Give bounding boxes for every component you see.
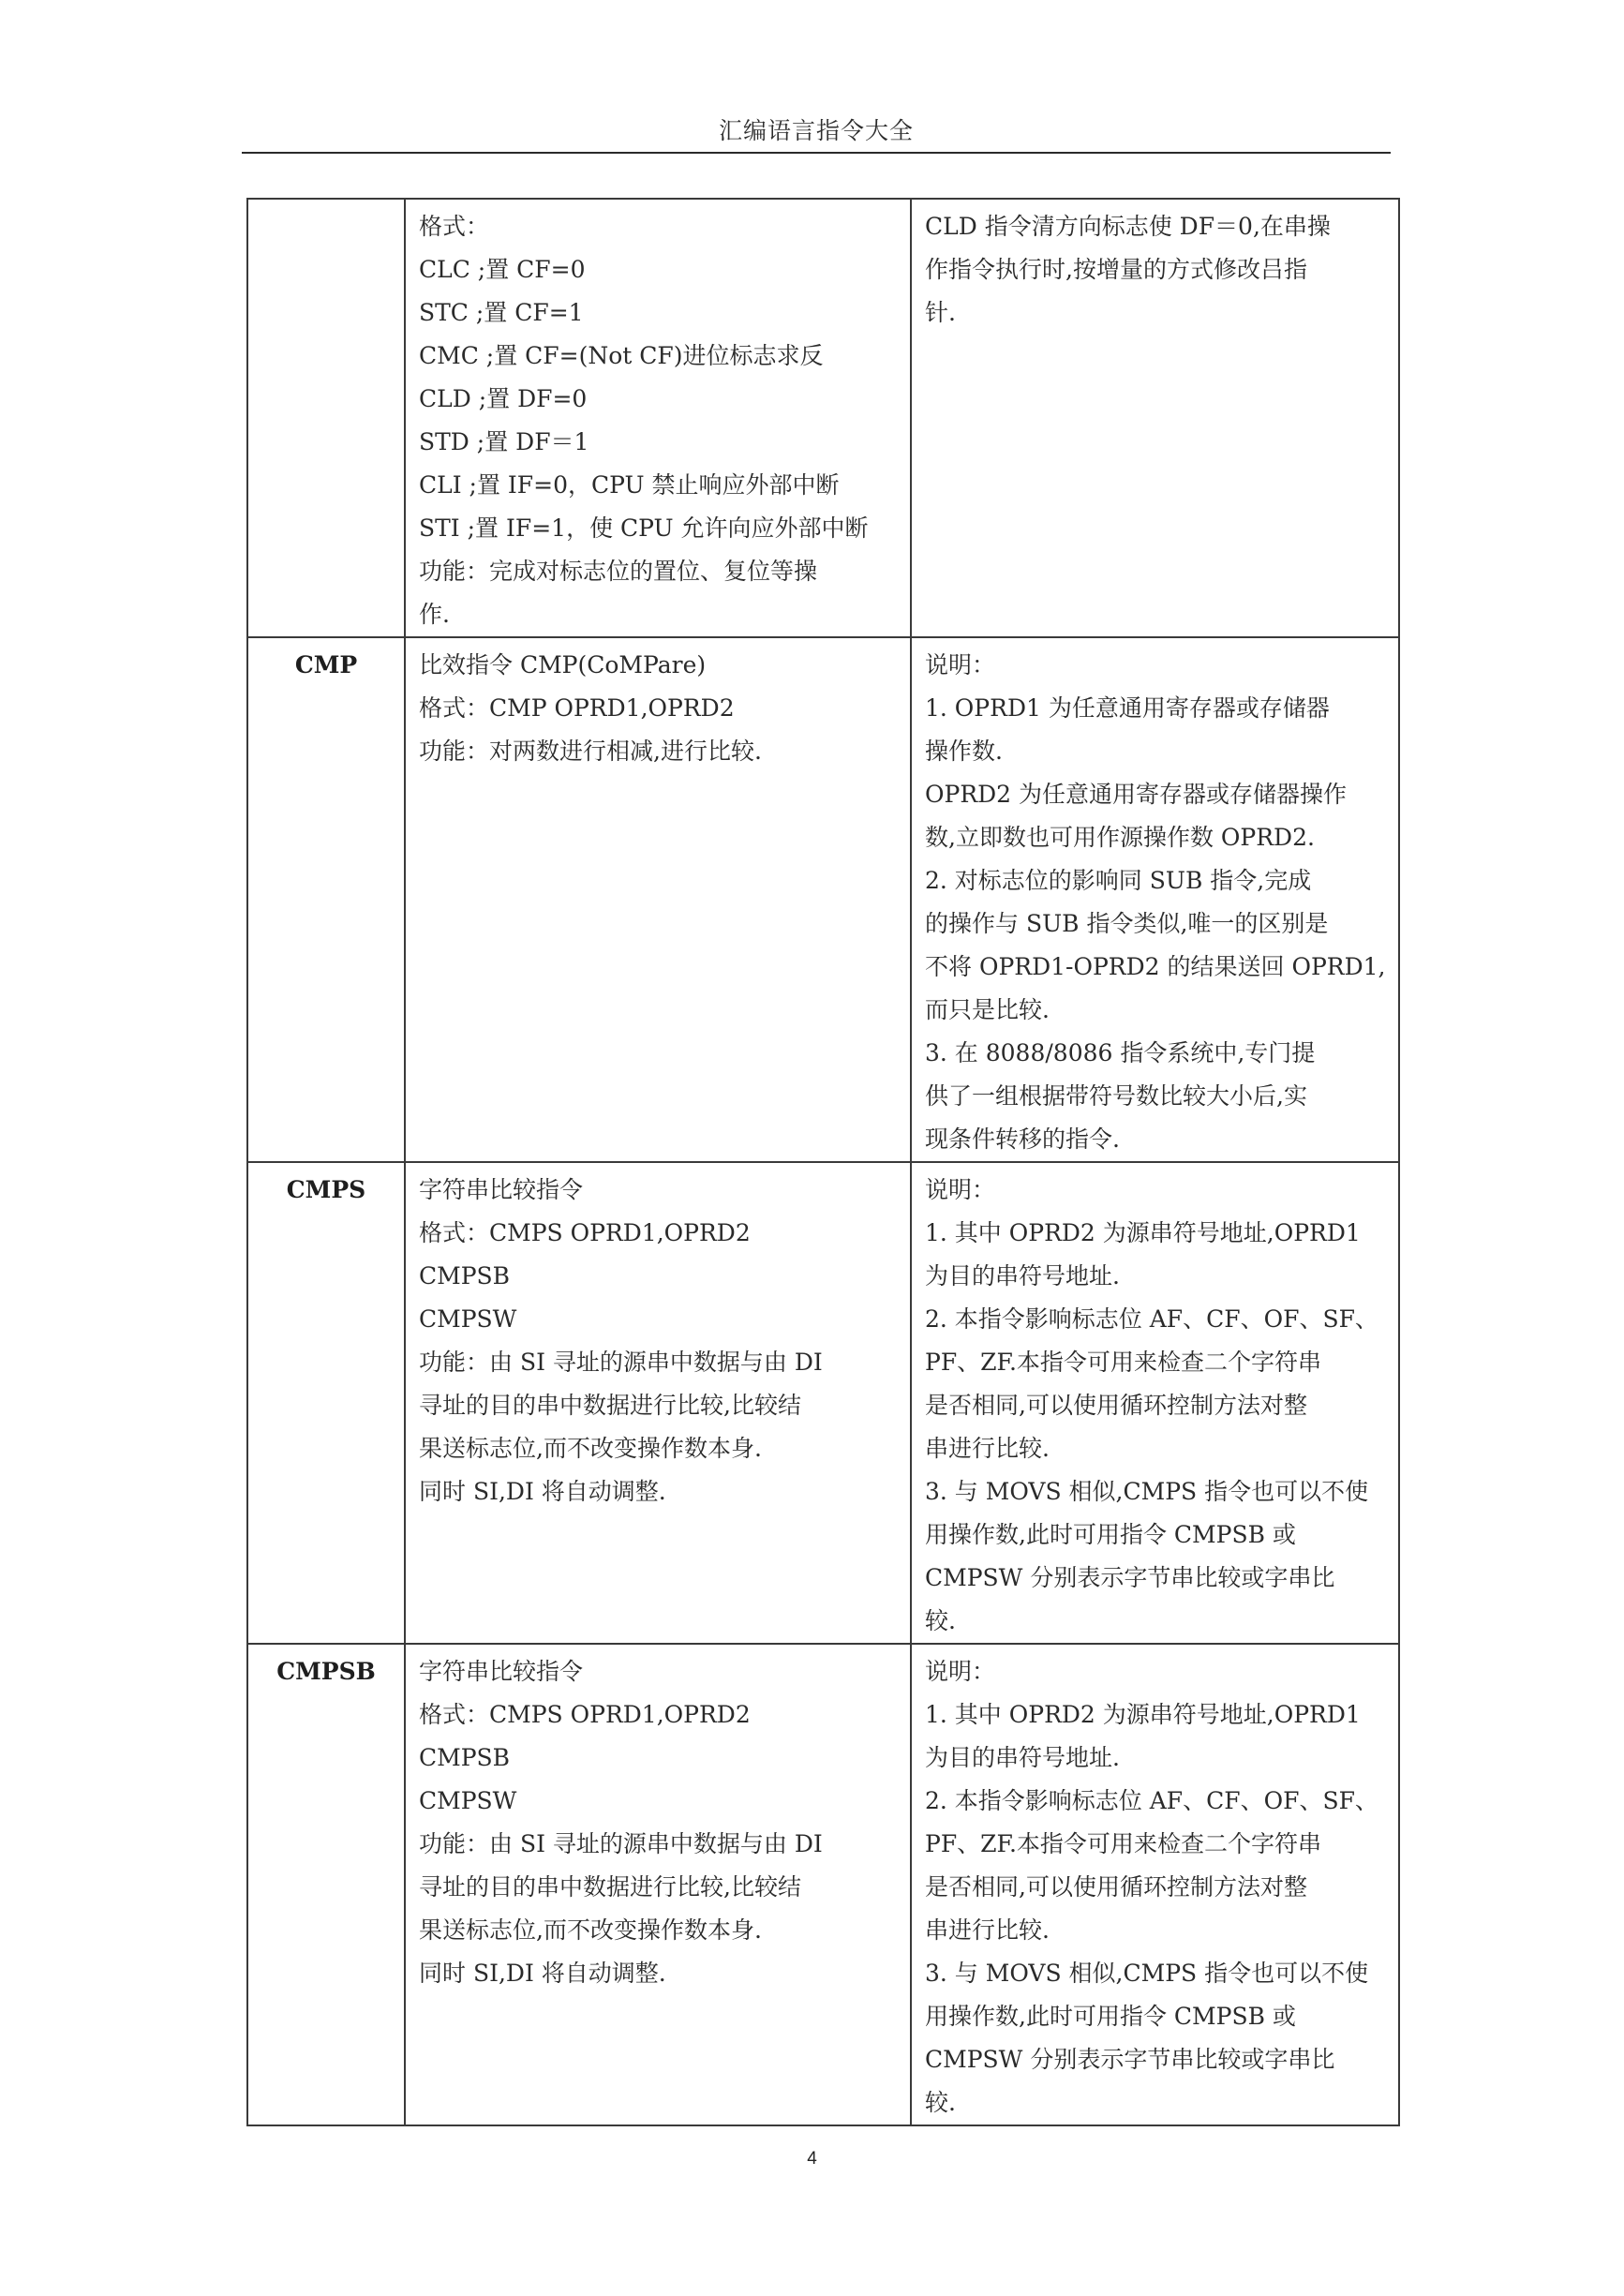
description-line: 格式：CMPS OPRD1,OPRD2: [419, 1219, 751, 1246]
description-line: 功能：对两数进行相减,进行比较.: [419, 738, 762, 765]
notes-line: 3. 与 MOVS 相似,CMPS 指令也可以不使: [925, 1960, 1369, 1987]
description-line: 同时 SI,DI 将自动调整.: [419, 1478, 666, 1505]
description-line: 比效指令 CMP(CoMPare): [419, 651, 707, 678]
instruction-name: CMP: [294, 651, 358, 678]
notes-line: 为目的串符号地址.: [925, 1744, 1120, 1771]
notes-line: 2. 对标志位的影响同 SUB 指令,完成: [925, 867, 1312, 894]
instruction-name: [254, 205, 398, 213]
description-line: 字符串比较指令: [419, 1658, 584, 1685]
description-line: 寻址的目的串中数据进行比较,比较结: [419, 1873, 801, 1901]
document-title: 汇编语言指令大全: [718, 117, 914, 144]
notes-line: 串进行比较.: [925, 1435, 1050, 1462]
notes-line: 不将 OPRD1-OPRD2 的结果送回 OPRD1,: [925, 953, 1386, 980]
notes-line: 1. 其中 OPRD2 为源串符号地址,OPRD1: [925, 1219, 1361, 1246]
notes-line: 的操作与 SUB 指令类似,唯一的区别是: [925, 910, 1329, 937]
description-line: CMPSW: [419, 1787, 517, 1814]
instruction-name: CMPSB: [276, 1658, 376, 1685]
instruction-description-cell: [405, 1162, 911, 1644]
description-line: 同时 SI,DI 将自动调整.: [419, 1960, 666, 1987]
notes-line: 而只是比较.: [925, 996, 1050, 1023]
notes-line: 用操作数,此时可用指令 CMPSB 或: [925, 2003, 1296, 2030]
notes-line: 说明：: [925, 1658, 996, 1685]
notes-line: 数,立即数也可用作源操作数 OPRD2.: [925, 824, 1315, 851]
notes-line: CMPSW 分别表示字节串比较或字串比: [925, 2046, 1335, 2073]
instruction-name-cell: [247, 1644, 405, 2125]
description-line: CLC ;置 CF=0: [419, 256, 586, 283]
notes-line: 较.: [925, 1607, 956, 1634]
notes-line: 3. 在 8088/8086 指令系统中,专门提: [925, 1039, 1316, 1066]
description-line: 功能：完成对标志位的置位、复位等操: [419, 558, 818, 585]
description-line: 功能：由 SI 寻址的源串中数据与由 DI: [419, 1830, 823, 1857]
description-line: CLD ;置 DF=0: [419, 385, 588, 412]
description-line: 格式：CMPS OPRD1,OPRD2: [419, 1701, 751, 1728]
table-row: [247, 199, 1399, 637]
description-line: 寻址的目的串中数据进行比较,比较结: [419, 1392, 801, 1419]
notes-line: CMPSW 分别表示字节串比较或字串比: [925, 1564, 1335, 1591]
description-line: 格式：: [419, 213, 490, 240]
instruction-notes-cell: [911, 199, 1399, 637]
notes-line: 操作数.: [925, 738, 1003, 765]
instruction-notes-cell: [911, 1162, 1399, 1644]
instruction-description-cell: [405, 199, 911, 637]
instruction-name: CMPS: [286, 1176, 366, 1203]
notes-line: 串进行比较.: [925, 1916, 1050, 1944]
description-line: CMC ;置 CF=(Not CF)进位标志求反: [419, 342, 824, 369]
description-line: STI ;置 IF=1，使 CPU 允许向应外部中断: [419, 514, 869, 542]
notes-line: 1. OPRD1 为任意通用寄存器或存储器: [925, 694, 1330, 722]
instruction-notes-cell: [911, 637, 1399, 1162]
notes-line: 1. 其中 OPRD2 为源串符号地址,OPRD1: [925, 1701, 1361, 1728]
notes-line: 是否相同,可以使用循环控制方法对整: [925, 1873, 1307, 1901]
description-line: STD ;置 DF＝1: [419, 428, 589, 455]
notes-line: 针.: [925, 299, 956, 326]
description-line: CMPSB: [419, 1262, 511, 1290]
page-header: [242, 105, 1391, 154]
notes-line: 是否相同,可以使用循环控制方法对整: [925, 1392, 1307, 1419]
description-line: 果送标志位,而不改变操作数本身.: [419, 1916, 762, 1944]
notes-line: 2. 本指令影响标志位 AF、CF、OF、SF、: [925, 1787, 1378, 1814]
instruction-name-cell: [247, 199, 405, 637]
notes-line: PF、ZF.本指令可用来检查二个字符串: [925, 1830, 1321, 1857]
notes-line: OPRD2 为任意通用寄存器或存储器操作: [925, 781, 1348, 808]
notes-line: 现条件转移的指令.: [925, 1126, 1120, 1153]
table-row: [247, 637, 1399, 1162]
instruction-name-cell: [247, 637, 405, 1162]
page-number: 4: [807, 2149, 817, 2169]
notes-line: 作指令执行时,按增量的方式修改吕指: [925, 256, 1307, 283]
description-line: STC ;置 CF=1: [419, 299, 584, 326]
notes-line: 较.: [925, 2089, 956, 2116]
notes-line: 供了一组根据带符号数比较大小后,实: [925, 1082, 1307, 1110]
description-line: 格式：CMP OPRD1,OPRD2: [419, 694, 735, 722]
instruction-description-cell: [405, 1644, 911, 2125]
description-line: 字符串比较指令: [419, 1176, 584, 1203]
table-row: [247, 1644, 1399, 2125]
description-line: CMPSB: [419, 1744, 511, 1771]
notes-line: 说明：: [925, 1176, 996, 1203]
description-line: 果送标志位,而不改变操作数本身.: [419, 1435, 762, 1462]
instruction-notes-cell: [911, 1644, 1399, 2125]
instruction-name-cell: [247, 1162, 405, 1644]
notes-line: 2. 本指令影响标志位 AF、CF、OF、SF、: [925, 1305, 1378, 1333]
description-line: 作.: [419, 601, 450, 628]
notes-line: 3. 与 MOVS 相似,CMPS 指令也可以不使: [925, 1478, 1369, 1505]
notes-line: 说明：: [925, 651, 996, 678]
notes-line: PF、ZF.本指令可用来检查二个字符串: [925, 1349, 1321, 1376]
description-line: CMPSW: [419, 1305, 517, 1333]
description-line: CLI ;置 IF=0，CPU 禁止响应外部中断: [419, 471, 840, 499]
notes-line: 用操作数,此时可用指令 CMPSB 或: [925, 1521, 1296, 1548]
instruction-description-cell: [405, 637, 911, 1162]
notes-line: 为目的串符号地址.: [925, 1262, 1120, 1290]
notes-line: CLD 指令清方向标志使 DF＝0,在串操: [925, 213, 1331, 240]
instruction-table: [246, 198, 1400, 2126]
table-row: [247, 1162, 1399, 1644]
description-line: 功能：由 SI 寻址的源串中数据与由 DI: [419, 1349, 823, 1376]
